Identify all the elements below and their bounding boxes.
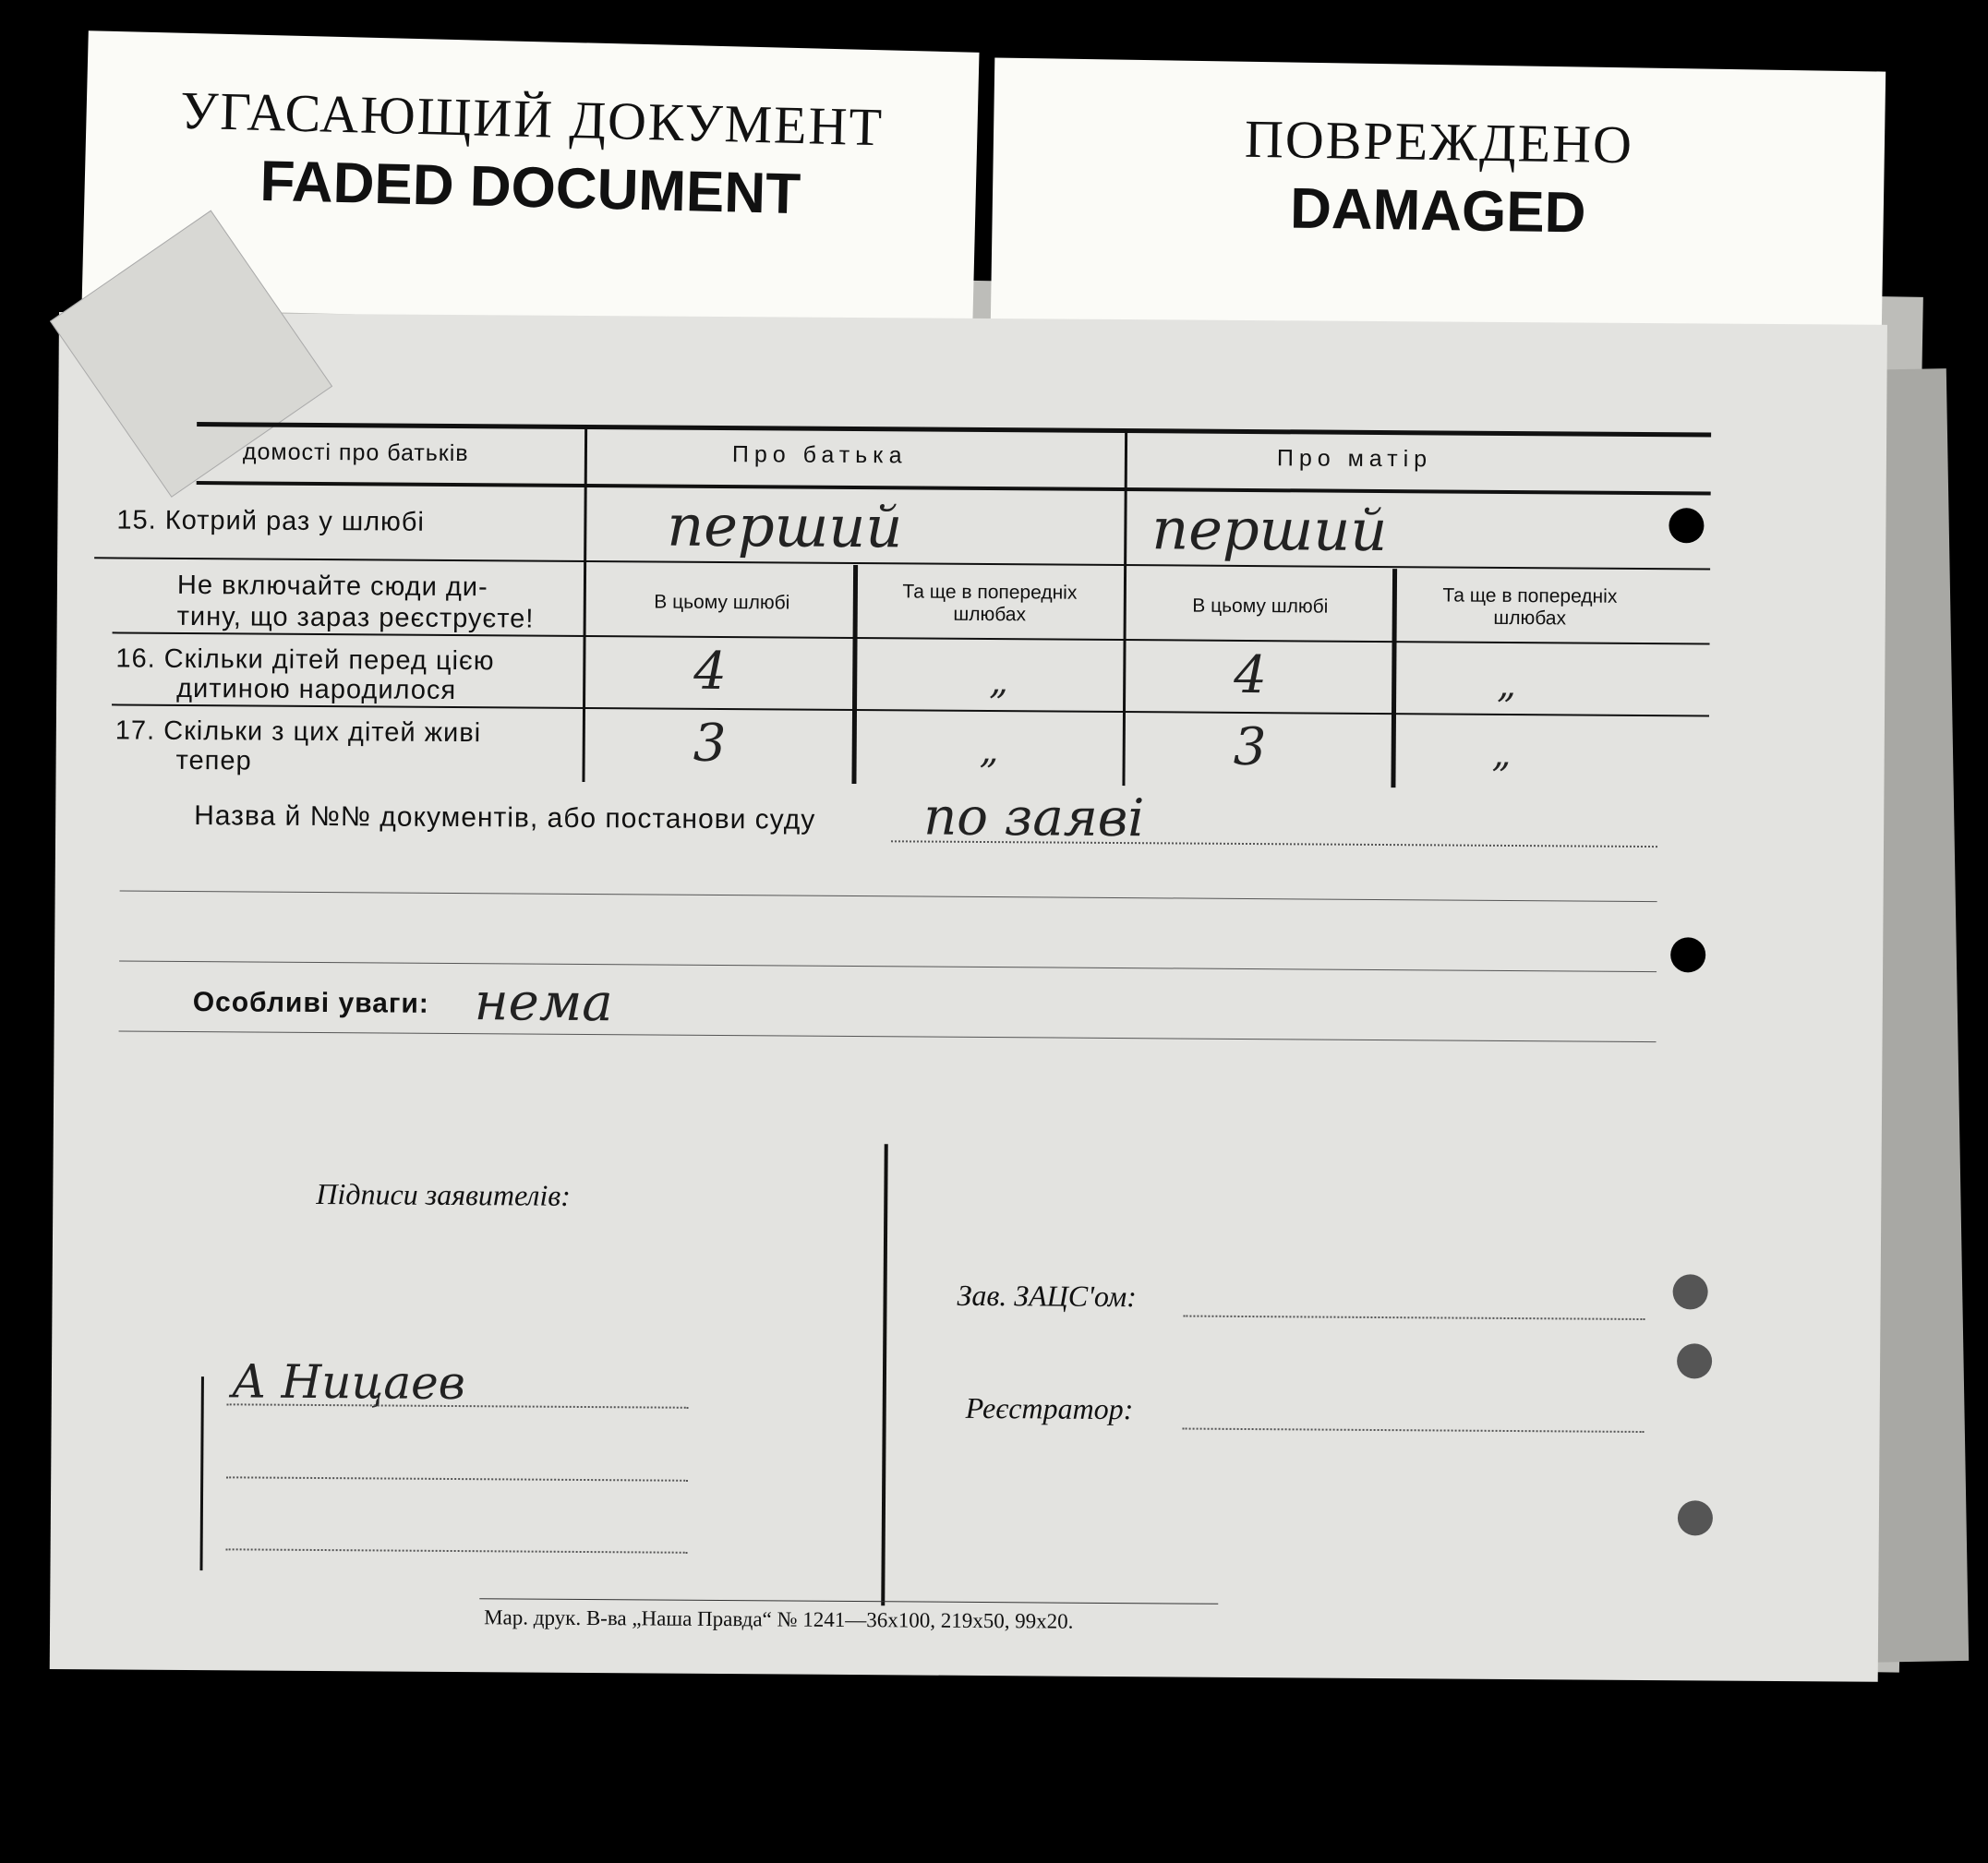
documents-label: Назва й №№ документів, або постанови суду <box>194 800 816 835</box>
father-prev-marriages: Та ще в попередніх шлюбах <box>902 581 1078 626</box>
row16-label-line2: дитиною народилося <box>176 673 457 706</box>
footer-rule <box>479 1598 1218 1605</box>
signature-1: А Ницаев <box>231 1354 466 1411</box>
mother-this-marriage: В цьому шлюбі <box>1192 595 1329 618</box>
registrar-signature-line <box>1183 1428 1645 1433</box>
col-rule <box>851 565 858 784</box>
punch-hole-damaged <box>1678 1500 1713 1535</box>
punch-hole-damaged <box>1673 1274 1708 1309</box>
signature-divider <box>881 1144 887 1605</box>
faded-label-en: FADED DOCUMENT <box>259 149 801 227</box>
damaged-label-ru: ПОВРЕЖДЕНО <box>1244 108 1634 175</box>
row16-father-prev: „ <box>989 660 1009 703</box>
punch-hole <box>1669 508 1704 543</box>
printer-note: Мар. друк. В-ва „Наша Правда“ № 1241—36x100, 219x50, 99x20. <box>484 1605 1074 1633</box>
blank-rule <box>119 960 1657 972</box>
notes-value: нема <box>474 972 613 1034</box>
blank-rule <box>120 890 1657 902</box>
row-rule <box>94 557 1710 570</box>
table-header-rule <box>197 481 1711 495</box>
faded-label-ru: УГАСАЮЩИЙ ДОКУМЕНТ <box>179 79 885 158</box>
notes-label: Особливі уваги: <box>192 987 429 1019</box>
row16-mother-this: 4 <box>1234 644 1268 706</box>
punch-hole <box>1670 937 1705 972</box>
table-top-rule <box>197 422 1711 437</box>
row-rule <box>113 631 1710 644</box>
father-this-marriage: В цьому шлюбі <box>654 591 790 614</box>
damaged-label-en: DAMAGED <box>1289 176 1586 246</box>
instruction-line2: тину, що зараз реєструєте! <box>176 601 535 634</box>
header-mother: Про матір <box>1276 445 1433 473</box>
header-parents: домості про батьків <box>242 439 469 467</box>
row17-mother-prev: „ <box>1491 732 1512 775</box>
instruction-line1: Не включайте сюди ди- <box>176 570 488 603</box>
row17-mother-this: 3 <box>1233 716 1267 778</box>
row-rule <box>112 703 1709 716</box>
header-father: Про батька <box>731 441 908 469</box>
zags-signature-line <box>1183 1316 1645 1320</box>
registrar-label: Реєстратор: <box>965 1390 1134 1426</box>
row15-label: 15. Котрий раз у шлюбі <box>116 505 425 537</box>
notes-rule <box>119 1030 1657 1042</box>
registration-form <box>50 312 1887 1682</box>
damaged-label <box>991 57 1886 339</box>
documents-value: по заяві <box>922 787 1145 849</box>
col-rule <box>582 427 587 782</box>
col-rule <box>1391 569 1397 787</box>
zags-label: Зав. ЗАЦС'ом: <box>957 1278 1137 1314</box>
signature-brace <box>199 1376 203 1570</box>
row15-mother-value: перший <box>1151 495 1388 565</box>
col-rule <box>1122 430 1127 786</box>
row17-father-prev: „ <box>979 728 999 773</box>
row16-father-this: 4 <box>693 641 728 703</box>
signature-line-3 <box>226 1548 688 1553</box>
row16-mother-prev: „ <box>1497 663 1517 707</box>
row17-father-this: 3 <box>693 713 727 775</box>
mother-prev-marriages: Та ще в попередніх шлюбах <box>1442 584 1618 630</box>
row17-label-line1: 17. Скільки з цих дітей живі <box>114 715 482 749</box>
row17-label-line2: тепер <box>175 745 252 776</box>
row15-father-value: перший <box>667 491 903 561</box>
signature-line-2 <box>226 1476 688 1481</box>
punch-hole-damaged <box>1677 1343 1712 1378</box>
signatures-label: Підписи заявителів: <box>316 1176 572 1212</box>
row16-label-line1: 16. Скільки дітей перед цією <box>115 643 495 677</box>
